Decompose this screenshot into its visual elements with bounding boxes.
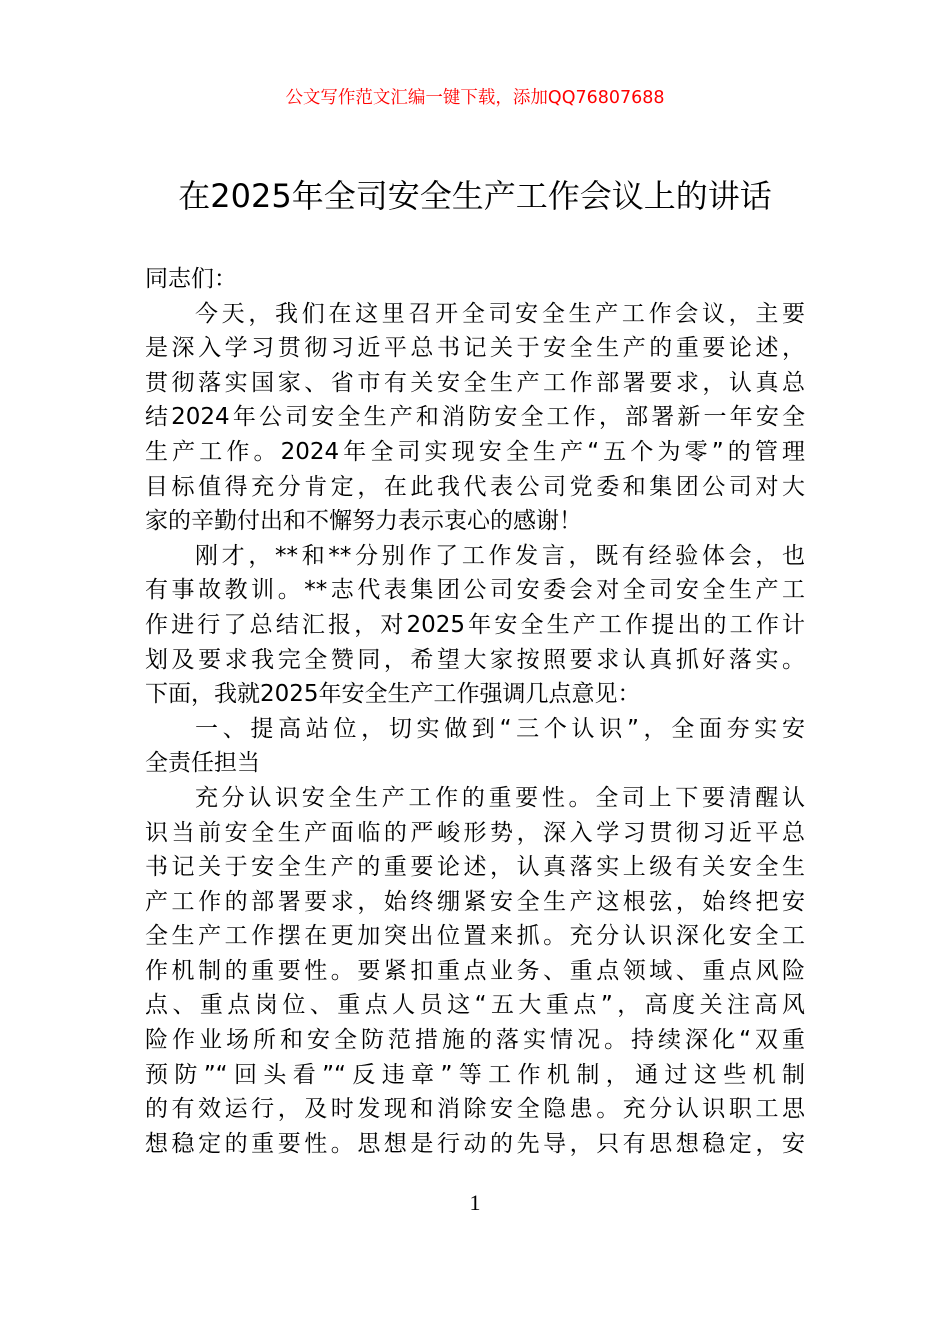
paragraph-line: 生产工作。2024年全司实现安全生产“五个为零”的管理 (145, 438, 805, 465)
paragraph-line: 今天，我们在这里召开全司安全生产工作会议，主要 (195, 300, 805, 327)
salutation: 同志们： (145, 266, 237, 292)
paragraph-line: 家的辛勤付出和不懈努力表示衷心的感谢！ (145, 508, 582, 535)
paragraph-line: 有事故教训。**志代表集团公司安委会对全司安全生产工 (145, 577, 805, 604)
paragraph-line: 的有效运行，及时发现和消除安全隐患。充分认识职工思 (145, 1096, 805, 1123)
paragraph-line: 识当前安全生产面临的严峻形势，深入学习贯彻习近平总 (145, 819, 805, 846)
paragraph-review (145, 539, 805, 712)
paragraph-line: 产工作的部署要求，始终绷紧安全生产这根弦，始终把安 (145, 888, 805, 915)
paragraph-line: 作进行了总结汇报，对2025年安全生产工作提出的工作计 (145, 611, 805, 638)
paragraph-line: 预防”“回头看”“反违章”等工作机制，通过这些机制 (145, 1061, 805, 1088)
section-heading-1 (145, 712, 805, 781)
document-body (145, 262, 805, 1161)
paragraph-line: 划及要求我完全赞同，希望大家按照要求认真抓好落实。 (145, 646, 805, 673)
paragraph-line: 想稳定的重要性。思想是行动的先导，只有思想稳定，安 (145, 1130, 805, 1157)
page-number: 1 (469, 1190, 481, 1215)
paragraph-line: 书记关于安全生产的重要论述，认真落实上级有关安全生 (145, 854, 805, 881)
paragraph-line: 目标值得充分肯定，在此我代表公司党委和集团公司对大 (145, 473, 805, 500)
header-download-note: 公文写作范文汇编一键下载，添加QQ76807688 (285, 88, 665, 108)
heading-line: 一、提高站位，切实做到“三个认识”，全面夯实安 (195, 715, 805, 742)
paragraph-line: 险作业场所和安全防范措施的落实情况。持续深化“双重 (145, 1027, 805, 1054)
paragraph-line: 贯彻落实国家、省市有关安全生产工作部署要求，认真总 (145, 369, 805, 396)
paragraph-line: 全生产工作摆在更加突出位置来抓。充分认识深化安全工 (145, 923, 805, 950)
paragraph-line: 刚才，**和**分别作了工作发言，既有经验体会，也 (195, 542, 805, 569)
paragraph-line: 充分认识安全生产工作的重要性。全司上下要清醒认 (195, 784, 805, 811)
paragraph-section-1-body (145, 781, 805, 1162)
heading-line: 全责任担当 (145, 750, 260, 777)
paragraph-line: 点、重点岗位、重点人员这“五大重点”，高度关注高风 (145, 992, 805, 1019)
paragraph-opening (145, 297, 805, 539)
paragraph-line: 是深入学习贯彻习近平总书记关于安全生产的重要论述， (145, 335, 805, 362)
paragraph-line: 作机制的重要性。要紧扣重点业务、重点领域、重点风险 (145, 957, 805, 984)
paragraph-line: 结2024年公司安全生产和消防安全工作，部署新一年安全 (145, 404, 805, 431)
paragraph-line: 下面，我就2025年安全生产工作强调几点意见： (145, 681, 641, 708)
document-title: 在2025年全司安全生产工作会议上的讲话 (178, 177, 772, 215)
